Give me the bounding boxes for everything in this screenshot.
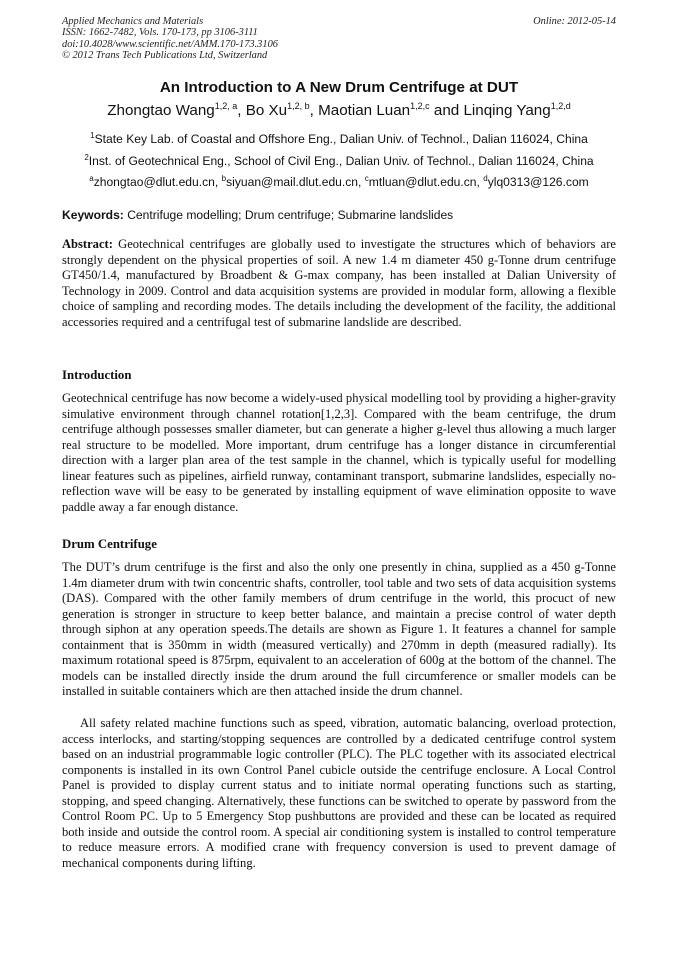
author-separator: , — [237, 102, 246, 120]
author-emails: $^a$zhongtao@dlut.edu.cn, $^b$siyuan@mail.dlut.edu.cn, $^c$mtluan@dlut.edu.cn, $^d$ylq0313@126.com — [89, 174, 589, 190]
journal-header — [62, 16, 616, 62]
abstract-text: Geotechnical centrifuges are globally used to investigate the structures which of behaviors are strongly dependent on the physical properties of soil. A new 1.4 m diameter 450 g-Tonne drum centrifuge GT450/1.4, manufactured by Broadbent & G-max company, has been installed at Dalian University of Technology in 2009. Control and data acquisition systems are provided in modular form, allowing a flexible choice of sampling and recording modes. The details including the development of the facility, the additional accessories required and a centrifugal test of submarine landslide are described. — [62, 237, 616, 329]
abstract-label: Abstract: — [62, 237, 113, 251]
email-link[interactable]: siyuan@mail.dlut.edu.cn — [226, 175, 359, 190]
keywords-text: Centrifuge modelling; Drum centrifuge; Submarine landslides — [127, 208, 454, 222]
affiliation-text: Inst. of Geotechnical Eng., School of Civil Eng., Dalian Univ. of Technol., Dalian 116024, China — [88, 154, 594, 169]
copyright-line: © 2012 Trans Tech Publications Ltd, Switzerland — [62, 50, 268, 62]
online-date: Online: 2012-05-14 — [533, 16, 616, 27]
email-sup: a — [89, 174, 94, 183]
email-sup: b — [221, 174, 227, 183]
drum-centrifuge-paragraph-1: The DUT’s drum centrifuge is the first and also the only one presently in china, supplied as a 450 g-Tonne 1.4m diameter drum with twin concentric shafts, controller, tool table and two sets of data acquisition systems (DAS). Compared with the other family members of drum centrifuge in the world, this procuct of new generation is stronger in structure to keep better balance, and maintain a precise control of water depth through siphon at any operation speeds.The details are shown as Figure 1. It features a channel for sample containment that is 350mm in width (measured vertically) and 270mm in depth (measured radially). Its maximum rotational speed is 875rpm, equivalent to an acceleration of 600g at the bottom of the channel. The models can be installed directly inside the drum around the full circumference or smaller models can be installed in suitable containers which are then attached inside the drum channel. — [62, 560, 616, 698]
author-sup: 1,2, b — [287, 101, 310, 111]
author-name: Linqing Yang — [463, 102, 551, 120]
affiliation-sup: 1 — [90, 131, 95, 140]
affiliation-1 — [62, 131, 616, 146]
introduction-paragraph: Geotechnical centrifuge has now become a widely-used physical modelling tool by providing a higher-gravity simulative environment through channel rotation[1,2,3]. Compared with the beam centrifuge, the drum centrifuge although possesses smaller diameter, but can generate a higher g-level thus allowing a much larger real structure to be modelled. More important, drum centrifuge has a longer distance in circumferential direction with a larger plan area of the test sample in the channel, which is typically useful for modelling linear features such as pipelines, airfield runway, contaminant transport, submarine landslides, especially no-reflection wave will be easy to be generated by installing equipment of wave elimination opposite to wave paddle away a far enough distance. — [62, 391, 616, 514]
author-name: Zhongtao Wang — [107, 102, 215, 120]
email-link[interactable]: ylq0313@126.com — [487, 175, 589, 190]
affiliation-text: State Key Lab. of Coastal and Offshore Eng., Dalian Univ. of Technol., Dalian 116024, China — [94, 132, 588, 147]
author-line — [62, 101, 616, 119]
keywords-label: Keywords: — [62, 208, 124, 222]
affiliation-sup: 2 — [84, 153, 89, 162]
author-and: and — [429, 102, 464, 120]
author-sup: 1,2,c — [410, 101, 430, 111]
paper-title: An Introduction to A New Drum Centrifuge at DUT — [159, 79, 519, 96]
affiliation-2 — [62, 153, 616, 168]
email-link[interactable]: zhongtao@dlut.edu.cn — [93, 175, 215, 190]
keywords-line — [62, 208, 616, 222]
section-heading-introduction: Introduction — [62, 368, 132, 382]
issn-line: ISSN: 1662-7482, Vols. 170-173, pp 3106-3111 — [62, 27, 258, 39]
email-sup: c — [364, 174, 369, 183]
author-name: Bo Xu — [245, 102, 288, 120]
abstract-paragraph — [62, 237, 616, 330]
email-link[interactable]: mtluan@dlut.edu.cn — [368, 175, 477, 190]
doi-line: doi:10.4028/www.scientific.net/AMM.170-173.3106 — [62, 38, 278, 50]
author-name: Maotian Luan — [318, 102, 411, 120]
author-sup: 1,2,d — [550, 101, 571, 111]
journal-name: Applied Mechanics and Materials — [62, 16, 204, 27]
drum-centrifuge-paragraph-2: All safety related machine functions such as speed, vibration, automatic balancing, overload protection, access interlocks, and starting/stopping sequences are controlled by a dedicated centrifuge control system based on an industrial programmable logic controller (PLC). The PLC together with its associated electrical components is installed in its own Control Panel cubicle outside the centrifuge enclosure. A Local Control Panel is provided to display current status and to initiate normal operating functions such as starting, stopping, and speed changing. Alternatively, these functions can be switched to operate by password from the Control Room PC. Up to 5 Emergency Stop pushbuttons are provided and these can be located as required both inside and outside the control room. A special air conditioning system is installed to control temperature to reduce measure errors. A modified crane with frequency conversion is used to prevent damage of mechanical components during lifting. — [62, 716, 616, 870]
author-separator: , — [309, 102, 319, 120]
author-sup: 1,2, a — [214, 101, 238, 111]
section-heading-drum-centrifuge: Drum Centrifuge — [62, 537, 157, 551]
email-sup: d — [483, 174, 488, 183]
